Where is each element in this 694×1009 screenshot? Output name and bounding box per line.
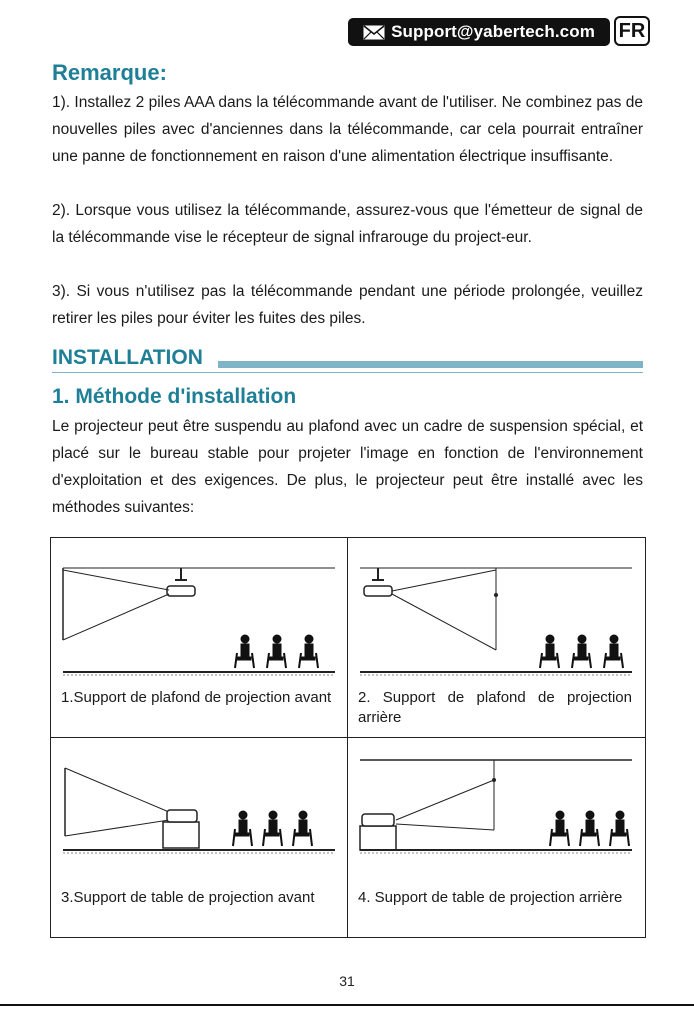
language-badge: FR	[614, 16, 650, 46]
front-table-illustration	[59, 758, 339, 878]
method-title: 1. Méthode d'installation	[52, 385, 297, 408]
remark-item-3: 3). Si vous n'utilisez pas la télécommande pendant une période prolongée, veuillez retirer les piles pour éviter les fuites des piles.	[52, 283, 643, 327]
method-cell-front-ceiling	[51, 538, 348, 738]
remark-item-1: 1). Installez 2 piles AAA dans la télécommande avant de l'utiliser. Ne combinez pas de nouvelles piles avec d'anciennes dans la télécommande, car cela pourrait entraîner une panne de fonctionnement en raison d'une alimentation électrique insuffisante.	[52, 94, 643, 165]
method-caption-3: 3.Support de table de projection avant	[61, 889, 315, 906]
bottom-rule	[0, 1004, 694, 1006]
method-cell-rear-table	[348, 738, 645, 937]
installation-methods-table	[50, 537, 646, 938]
section-rule-thin	[52, 372, 643, 373]
remark-item-2: 2). Lorsque vous utilisez la télécommande, assurez-vous que l'émetteur de signal de la télécommande vise le récepteur de signal infrarouge du project-eur.	[52, 202, 643, 246]
method-caption-1: 1.Support de plafond de projection avant	[61, 689, 332, 706]
method-cell-rear-ceiling	[348, 538, 645, 738]
method-caption-4: 4. Support de table de projection arrière	[358, 889, 623, 906]
mail-icon	[363, 25, 385, 40]
section-title: INSTALLATION	[52, 346, 207, 370]
remark-title: Remarque:	[52, 60, 167, 85]
method-text: Le projecteur peut être suspendu au plafond avec un cadre de suspension spécial, et placé sur le bureau stable pour projeter l'image en fonction de l'environnement d'exploitation et des exigences. De plus, le projecteur peut être installé avec les méthodes suivantes:	[52, 418, 643, 516]
support-email: Support@yabertech.com	[391, 22, 595, 41]
page-number: 31	[339, 973, 355, 989]
front-ceiling-illustration	[59, 558, 339, 678]
rear-table-illustration	[356, 758, 636, 878]
method-caption-2: 2. Support de plafond de projection arrière	[358, 689, 632, 726]
method-cell-front-table	[51, 738, 348, 937]
section-rule-thick	[218, 361, 643, 368]
rear-ceiling-illustration	[356, 558, 636, 678]
support-email-badge	[348, 18, 610, 46]
